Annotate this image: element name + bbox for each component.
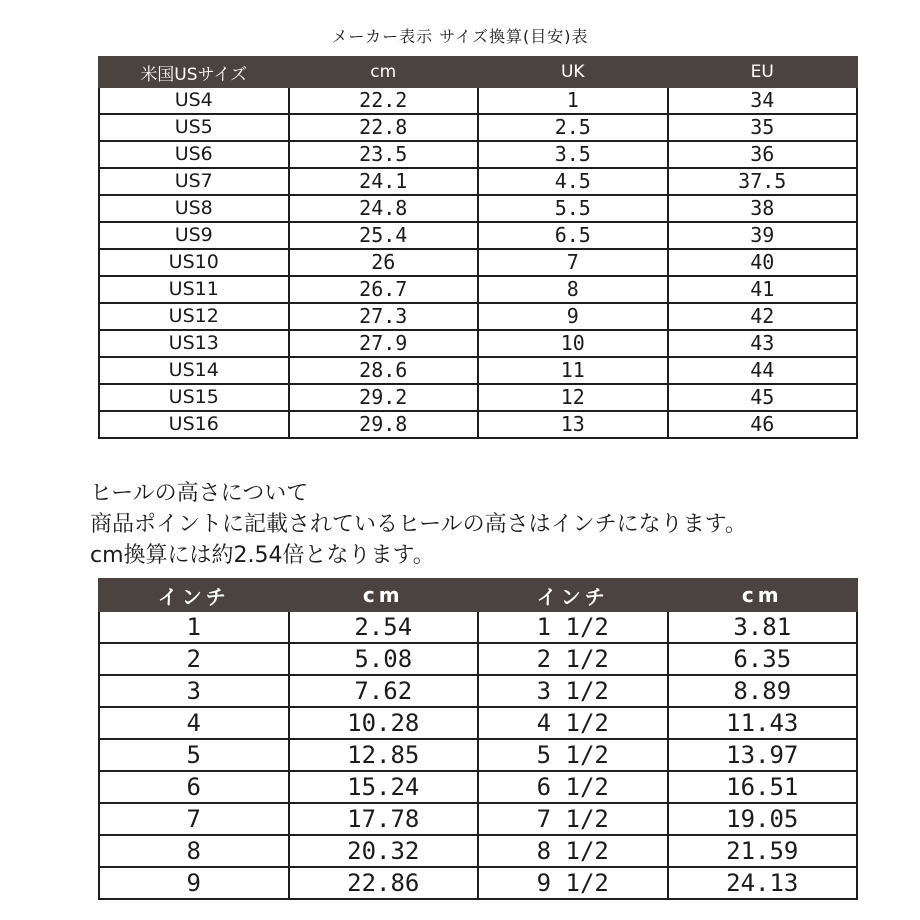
size-conversion-table [98,56,858,439]
table-cell: 1 [99,611,289,643]
table-cell: 17.78 [289,803,479,835]
table-cell: 4 [99,707,289,739]
heel-row [99,739,857,771]
table-cell: 22.8 [289,114,479,141]
table-cell: 6.35 [668,643,858,675]
header-cm: cm [289,579,479,611]
table-cell: 3.81 [668,611,858,643]
size-row [99,87,857,114]
heel-height-note [90,478,747,571]
heel-row [99,835,857,867]
table-cell: 44 [668,357,858,384]
table-cell: 46 [668,411,858,438]
table-cell: 25.4 [289,222,479,249]
note-text: 商品ポイントに記載されているヒールの高さはインチになります。 [90,512,747,537]
header-eu: EU [668,57,858,87]
size-row [99,303,857,330]
table-cell: 8 [478,276,668,303]
table-cell: 7 [99,803,289,835]
heel-table-body [99,611,857,899]
table-cell: 3 [99,675,289,707]
heel-row [99,867,857,899]
table-cell: 13 [478,411,668,438]
note-text: cm換算には約2.54倍となります。 [90,543,435,568]
table-cell: 9 1/2 [478,867,668,899]
size-row [99,195,857,222]
size-row [99,168,857,195]
table-cell: 39 [668,222,858,249]
header-inch: インチ [478,579,668,611]
table-cell: 34 [668,87,858,114]
chart-title: メーカー表示 サイズ換算(目安)表 [331,27,589,46]
header-cm: cm [668,579,858,611]
table-cell: 7 1/2 [478,803,668,835]
note-heading: ヒールの高さについて [90,481,309,506]
size-row [99,411,857,438]
table-cell: US7 [99,168,289,195]
table-cell: US15 [99,384,289,411]
table-cell: 20.32 [289,835,479,867]
table-cell: US4 [99,87,289,114]
size-table-body [99,87,857,438]
table-cell: 13.97 [668,739,858,771]
heel-row [99,771,857,803]
table-cell: 4 1/2 [478,707,668,739]
table-cell: 1 1/2 [478,611,668,643]
table-cell: 21.59 [668,835,858,867]
table-cell: 36 [668,141,858,168]
table-cell: 1 [478,87,668,114]
table-cell: 29.2 [289,384,479,411]
header-uk: UK [478,57,668,87]
table-cell: 3 1/2 [478,675,668,707]
table-cell: US8 [99,195,289,222]
table-cell: 12.85 [289,739,479,771]
table-cell: US6 [99,141,289,168]
table-cell: 19.05 [668,803,858,835]
heel-table-header-row [99,579,857,611]
heel-row [99,707,857,739]
table-cell: 11 [478,357,668,384]
table-cell: 41 [668,276,858,303]
table-cell: 22.86 [289,867,479,899]
table-cell: 11.43 [668,707,858,739]
table-cell: 2.54 [289,611,479,643]
size-row [99,330,857,357]
table-cell: 29.8 [289,411,479,438]
heel-row [99,675,857,707]
table-cell: 8.89 [668,675,858,707]
table-cell: 5.5 [478,195,668,222]
table-cell: 9 [99,867,289,899]
header-cm: cm [289,57,479,87]
table-cell: US14 [99,357,289,384]
table-cell: US9 [99,222,289,249]
header-us-size: 米国USサイズ [99,57,289,87]
table-cell: US16 [99,411,289,438]
table-cell: 27.9 [289,330,479,357]
table-cell: 38 [668,195,858,222]
table-cell: 2 1/2 [478,643,668,675]
table-cell: US12 [99,303,289,330]
size-row [99,384,857,411]
table-cell: 7 [478,249,668,276]
size-row [99,276,857,303]
table-cell: 2.5 [478,114,668,141]
table-cell: US11 [99,276,289,303]
table-cell: 3.5 [478,141,668,168]
table-cell: 5.08 [289,643,479,675]
table-cell: 23.5 [289,141,479,168]
table-cell: 24.8 [289,195,479,222]
table-cell: 15.24 [289,771,479,803]
size-table-header-row [99,57,857,87]
table-cell: US13 [99,330,289,357]
table-cell: 10 [478,330,668,357]
size-row [99,249,857,276]
heel-height-table [98,578,858,900]
table-cell: 9 [478,303,668,330]
size-row [99,141,857,168]
table-cell: 6.5 [478,222,668,249]
table-cell: 4.5 [478,168,668,195]
table-cell: 8 1/2 [478,835,668,867]
table-cell: 16.51 [668,771,858,803]
heel-row [99,611,857,643]
table-cell: 42 [668,303,858,330]
table-cell: 6 1/2 [478,771,668,803]
table-cell: 27.3 [289,303,479,330]
table-cell: 37.5 [668,168,858,195]
table-cell: 6 [99,771,289,803]
table-cell: 24.1 [289,168,479,195]
table-cell: 10.28 [289,707,479,739]
table-cell: 5 [99,739,289,771]
table-cell: US5 [99,114,289,141]
table-cell: 28.6 [289,357,479,384]
table-cell: 26 [289,249,479,276]
table-cell: 40 [668,249,858,276]
table-cell: 26.7 [289,276,479,303]
table-cell: 43 [668,330,858,357]
table-cell: 12 [478,384,668,411]
table-cell: US10 [99,249,289,276]
heel-row [99,643,857,675]
table-cell: 22.2 [289,87,479,114]
size-row [99,114,857,141]
header-inch: インチ [99,579,289,611]
size-row [99,222,857,249]
table-cell: 5 1/2 [478,739,668,771]
table-cell: 24.13 [668,867,858,899]
table-cell: 2 [99,643,289,675]
table-cell: 8 [99,835,289,867]
table-cell: 45 [668,384,858,411]
size-row [99,357,857,384]
table-cell: 35 [668,114,858,141]
table-cell: 7.62 [289,675,479,707]
heel-row [99,803,857,835]
